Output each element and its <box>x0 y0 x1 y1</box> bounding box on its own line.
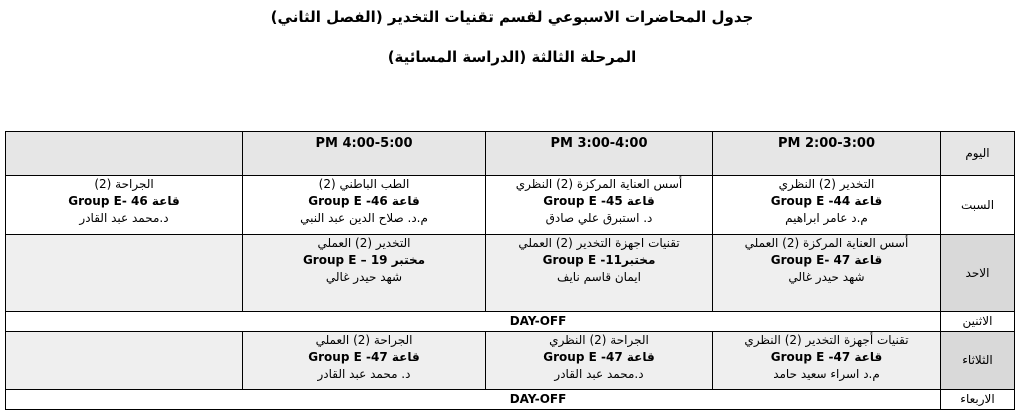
session-room: قاعة 46 -Group E <box>68 194 180 208</box>
session-subject: تقنيات اجهزة التخدير (2) العملي <box>518 236 680 250</box>
session-cell <box>243 235 486 312</box>
session-cell <box>6 176 243 235</box>
session-cell <box>486 235 713 312</box>
empty-cell <box>6 235 243 312</box>
time-slot-header <box>6 132 243 176</box>
session-cell <box>486 176 713 235</box>
table-row-monday <box>6 312 1015 332</box>
day-off-label: DAY-OFF <box>509 314 567 328</box>
schedule-table <box>5 131 1015 410</box>
day-cell: الثلاثاء <box>941 332 1015 390</box>
page-title: جدول المحاضرات الاسبوعي لقسم تقنيات التخدير (الفصل الثاني) <box>270 8 754 26</box>
day-cell: الاربعاء <box>941 390 1015 410</box>
session-subject: الطب الباطني (2) <box>318 177 410 191</box>
session-subject: الجراحة (2) العملي <box>315 333 413 347</box>
day-off-label: DAY-OFF <box>509 392 567 406</box>
session-teacher: د. محمد عبد القادر <box>317 367 411 381</box>
page-subtitle: المرحلة الثالثة (الدراسة المسائية) <box>387 48 637 66</box>
session-room: مختبر 19 – Group E <box>302 253 426 267</box>
session-subject: الجراحة (2) <box>94 177 154 191</box>
session-teacher: د.محمد عبد القادر <box>554 367 644 381</box>
session-cell <box>713 176 941 235</box>
session-room: قاعة 46- Group E <box>308 194 420 208</box>
day-off-cell <box>6 312 941 332</box>
session-subject: الجراحة (2) النظري <box>549 333 649 347</box>
time-slot-header: 4:00-5:00 PM <box>243 132 486 176</box>
day-cell: السبت <box>941 176 1015 235</box>
time-slot-header: 3:00-4:00 PM <box>486 132 713 176</box>
session-subject: التخدير (2) العملي <box>317 236 411 250</box>
session-teacher: م.د. صلاح الدين عبد النبي <box>300 211 428 225</box>
session-room: قاعة 47- Group E <box>543 350 655 364</box>
day-cell: الاحد <box>941 235 1015 312</box>
table-row-wednesday <box>6 390 1015 410</box>
table-row-tuesday <box>6 332 1015 390</box>
day-column-header: اليوم <box>941 132 1015 176</box>
day-cell: الاثنين <box>941 312 1015 332</box>
session-room: قاعة 47- Group E <box>308 350 420 364</box>
session-room: قاعة 45- Group E <box>543 194 655 208</box>
empty-cell <box>6 332 243 390</box>
session-teacher: شهد حيدر غالي <box>325 270 403 284</box>
session-subject: تقنيات أجهزة التخدير (2) النظري <box>744 333 909 347</box>
time-slot-header: 2:00-3:00 PM <box>713 132 941 176</box>
session-cell <box>486 332 713 390</box>
session-subject: أسس العناية المركزة (2) النظري <box>515 177 683 191</box>
table-header-row <box>6 132 1015 176</box>
session-cell <box>243 176 486 235</box>
session-room: قاعة 47- Group E <box>770 350 883 364</box>
session-cell <box>713 332 941 390</box>
session-cell <box>243 332 486 390</box>
session-teacher: د. استبرق علي صادق <box>545 211 653 225</box>
session-teacher: م.د اسراء سعيد حامد <box>773 367 880 381</box>
session-teacher: ايمان قاسم نايف <box>557 270 641 284</box>
table-row-sunday <box>6 235 1015 312</box>
session-room: مختبر11- Group E <box>542 253 656 267</box>
session-room: قاعة 44- Group E <box>770 194 883 208</box>
session-subject: التخدير (2) النظري <box>778 177 875 191</box>
day-off-cell <box>6 390 941 410</box>
table-row-saturday <box>6 176 1015 235</box>
session-cell <box>713 235 941 312</box>
session-teacher: د.محمد عبد القادر <box>79 211 169 225</box>
session-teacher: م.د عامر ابراهيم <box>785 211 868 225</box>
session-teacher: شهد حيدر غالي <box>788 270 865 284</box>
session-subject: أسس العناية المركزة (2) العملي <box>744 236 909 250</box>
session-room: قاعة 47 -Group E <box>770 253 883 267</box>
